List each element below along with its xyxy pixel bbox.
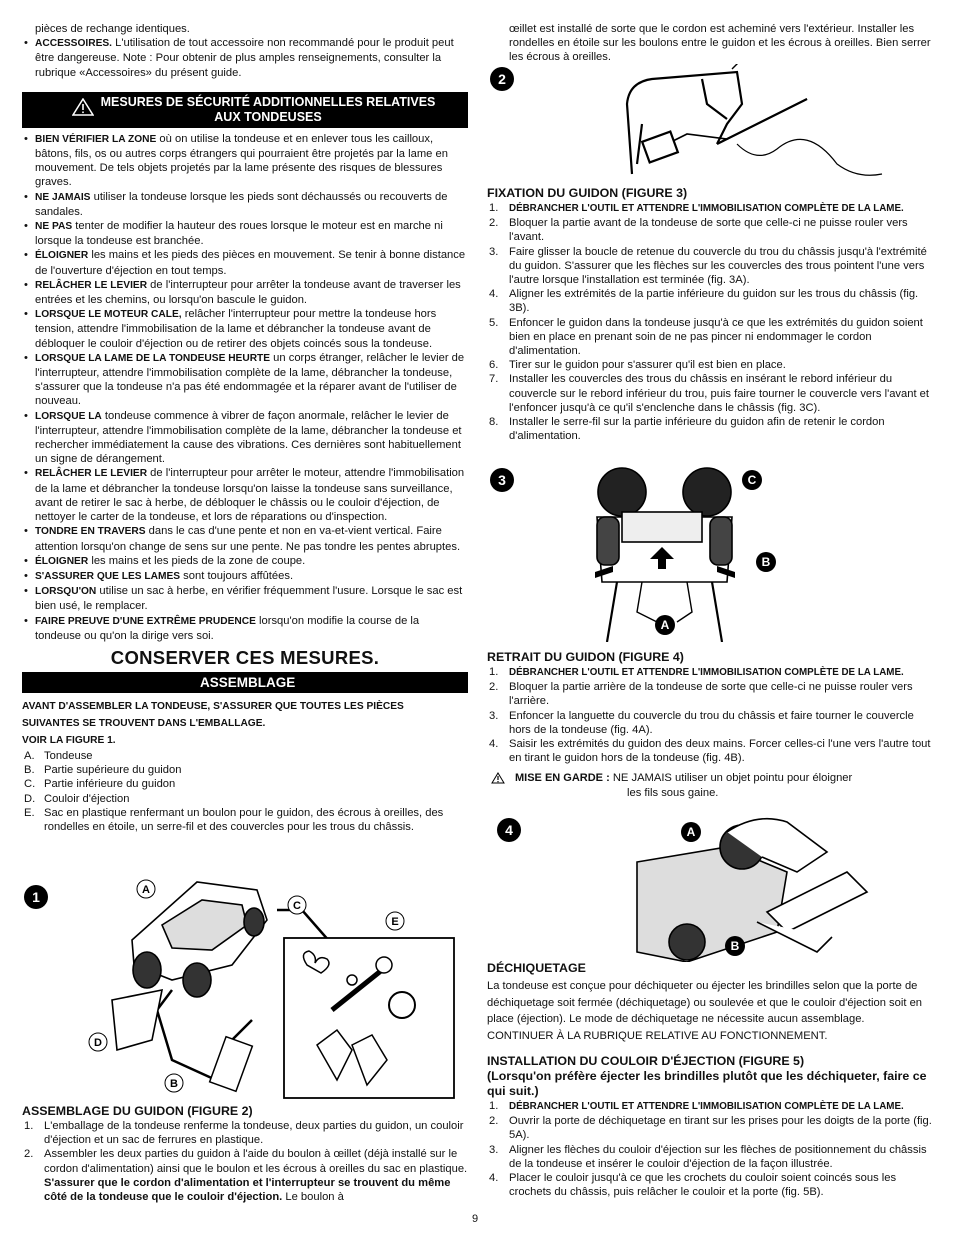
- warning-icon: [491, 772, 505, 784]
- safety-keyword: NE PAS: [35, 221, 73, 233]
- safety-item: [22, 132, 468, 190]
- step-text: Tirer sur le guidon pour s'assurer qu'il est bien en place.: [509, 359, 786, 372]
- part-letter: B.: [24, 764, 35, 777]
- dechiquetage-text: La tondeuse est conçue pour déchiqueter ou éjecter les brindilles selon que la porte de déchiquetage soit fermée (déchiquetage) ou soulevée et que le couloir d'éjection soit en place (éjection). Le mode de déchiquetage ne nécessite aucun assemblage. CONTINUER À LA RUBRIQUE RELATIVE AU FONCTIONNEMENT.: [487, 980, 923, 1042]
- safety-text: lorsqu'on modifie la course de la tondeuse ou qu'on la dirige vers soi.: [35, 614, 420, 642]
- step-text: Placer le couloir jusqu'à ce que les crochets du couloir soient coincés sous les crochets du châssis, puis relâcher le couloir et la porte (fig. 5B).: [509, 1172, 897, 1199]
- part-item: [22, 806, 468, 834]
- part-item: [22, 749, 468, 763]
- part-item: [22, 792, 468, 806]
- step-item: [487, 415, 933, 443]
- callout-b: B: [730, 939, 740, 953]
- dechiquetage-title: DÉCHIQUETAGE: [487, 961, 586, 975]
- part-letter: A.: [24, 749, 35, 762]
- handle-assembly-section: [22, 1104, 468, 1204]
- safety-keyword: RELÂCHER LE LEVIER: [35, 279, 148, 291]
- step-number: 3.: [489, 709, 499, 722]
- step-item: [487, 709, 933, 737]
- assembly-intro: AVANT D'ASSEMBLER LA TONDEUSE, S'ASSURER QUE TOUTES LES PIÈCES SUIVANTES SE TROUVENT DANS L'EMBALLAGE. VOIR LA FIGURE 1.: [22, 700, 404, 746]
- step-text: Bloquer la partie avant de la tondeuse de sorte que celle-ci ne puisse rouler vers l'avant.: [509, 217, 908, 244]
- part-letter: E.: [24, 806, 35, 819]
- handle-assembly-steps: [22, 1119, 468, 1204]
- fixation-title: FIXATION DU GUIDON (FIGURE 3): [487, 186, 688, 200]
- step-number: 2.: [489, 217, 499, 230]
- safety-keyword: LORSQUE LA: [35, 410, 102, 422]
- retrait-title: RETRAIT DU GUIDON (FIGURE 4): [487, 650, 684, 664]
- step-text: Aligner les flèches du couloir d'éjection sur les flèches de positionnement du châssis de la tondeuse et insérer le couloir d'éjection de la façon illustrée.: [509, 1143, 927, 1170]
- figure-1: [22, 870, 468, 1100]
- step-text: Installer les couvercles des trous du châssis en insérant le rebord inférieur du couvercle sur le rebord inférieur du trou, puis faire tourner le couvercle vers l'avant et l'enfoncer jusqu'à ce qu'il s'enclenche dans le châssis (fig. 3C).: [509, 373, 930, 414]
- handle-assembly-title: ASSEMBLAGE DU GUIDON (FIGURE 2): [22, 1104, 253, 1118]
- safety-item: [22, 248, 468, 277]
- callout-a: A: [686, 825, 696, 839]
- step-text: Faire glisser la boucle de retenue du couvercle du trou du châssis jusqu'à l'extrémité du guidon. S'assurer que les flèches sur les couvercles des trous pointent l'une vers l'autre lorsque l'installation est terminée (fig. 3A).: [509, 245, 927, 287]
- safety-text: tondeuse commence à vibrer de façon anormale, relâcher le levier de l'interrupteur, attendre l'immobilisation complète de la lame, débrancher la tondeuse et rechercher immédiatement la cause des vibrations. Ces dernières sont habituellement un signe de dérangement.: [35, 409, 462, 466]
- safety-text: un corps étranger, relâcher le levier de l'interrupteur, attendre l'immobilisation complète de la lame, débrancher la tondeuse, s'assurer que la tondeuse n'a pas été endommagée et la réparer avant de l'utiliser de nouveau.: [35, 351, 465, 408]
- safety-item: [22, 219, 468, 248]
- figure-number: 2: [498, 71, 506, 87]
- step-number: 4.: [489, 288, 499, 301]
- step-keyword: DÉBRANCHER L'OUTIL ET ATTENDRE L'IMMOBILISATION COMPLÈTE DE LA LAME.: [509, 1101, 904, 1112]
- step-item: [487, 316, 933, 359]
- step-item: [487, 680, 933, 708]
- step-item: [487, 1099, 933, 1114]
- installation-steps: [487, 1099, 933, 1199]
- step-item: [487, 201, 933, 216]
- safety-item: [22, 190, 468, 219]
- callout-a: A: [142, 884, 150, 896]
- step-text: Saisir les extrémités du guidon des deux mains. Forcer celles-ci l'une vers l'autre tout en tirant le guidon hors de la tondeuse (fig. 4B).: [509, 738, 931, 765]
- conserver-title: CONSERVER CES MESURES.: [110, 646, 380, 668]
- safety-text: tenter de modifier la hauteur des roues lorsque le moteur est en marche ni lorsque la tondeuse est branchée.: [35, 220, 443, 248]
- safety-text: les mains et les pieds des pièces en mouvement. Se tenir à bonne distance de l'ouverture d'éjection en tout temps.: [35, 249, 466, 277]
- safety-keyword: RELÂCHER LE LEVIER: [35, 468, 148, 480]
- callout-e: E: [391, 916, 399, 928]
- step-number: 2.: [489, 1115, 499, 1128]
- safety-text: sont toujours affûtées.: [180, 569, 294, 582]
- callout-c: C: [747, 473, 757, 487]
- figure-number: 1: [32, 889, 40, 905]
- list-item: • ACCESSOIRES. L'utilisation de tout accessoire non recommandé pour le produit peut être dangereuse. Note : Pour obtenir de plus amples renseignements, consulter la rubrique «Accessoires» du présent guide.: [22, 36, 468, 80]
- safety-keyword: S'ASSURER QUE LES LAMES: [35, 570, 181, 582]
- list-item: 2. Assembler les deux parties du guidon à l'aide du boulon à œillet (déjà installé sur le cordon d'alimentation) ainsi que le boulon et les écrous à oreilles du sac en plastique. S'assurer que le cordon d'alimentation et l'interrupteur se trouvent du même côté de la tondeuse que le couloir d'éjection. Le boulon à: [24, 1148, 468, 1204]
- part-text: Partie supérieure du guidon: [44, 764, 182, 777]
- installation-subtitle: (Lorsqu'on préfère éjecter les brindilles plutôt que les déchiqueter, faire ce qui suit.): [487, 1069, 927, 1098]
- step-item: [487, 1143, 933, 1171]
- safety-text: dans le cas d'une pente et non en va-et-vient vertical. Faire attention lorsqu'on change de sens sur une pente. Ne pas tondre les pentes abruptes.: [35, 525, 461, 553]
- step-text: Enfoncer le guidon dans la tondeuse jusqu'à ce que les extrémités du guidon soient bien en place en prenant soin de ne pas pincer ni endommager le cordon d'alimentation.: [509, 316, 923, 358]
- safety-keyword: LORSQUE LE MOTEUR CALE,: [35, 309, 182, 321]
- step-text: Enfoncer la languette du couvercle du trou du châssis et faire tourner le couvercle hors de la tondeuse (fig. 4A).: [509, 709, 914, 736]
- safety-item: [22, 409, 468, 467]
- safety-item: [22, 584, 468, 613]
- step-item: [487, 287, 933, 315]
- safety-banner: [22, 92, 468, 128]
- step-text: Ouvrir la porte de déchiquetage en tirant sur les prises pour les doigts de la porte (fig. 5A).: [509, 1115, 932, 1142]
- safety-item: [22, 554, 468, 569]
- step-keyword: DÉBRANCHER L'OUTIL ET ATTENDRE L'IMMOBILISATION COMPLÈTE DE LA LAME.: [509, 667, 904, 678]
- handle-illustration: [627, 64, 882, 175]
- step-number: 2.: [489, 681, 499, 694]
- page-number: 9: [472, 1213, 479, 1225]
- safety-keyword: FAIRE PREUVE D'UNE EXTRÊME PRUDENCE: [35, 615, 256, 627]
- warning-icon: [72, 98, 94, 116]
- part-text: Tondeuse: [44, 749, 93, 762]
- top-list: [22, 22, 468, 80]
- safety-text: de l'interrupteur pour arrêter la tondeuse avant de traverser les entrées et les chemins, ou lorsqu'on bascule le guidon.: [35, 278, 461, 307]
- dechiquetage-section: [487, 961, 933, 1199]
- step-item: [487, 1171, 933, 1199]
- safety-item: [22, 524, 468, 553]
- safety-item: [22, 351, 468, 409]
- left-column: [22, 0, 468, 834]
- step-number: 4.: [489, 738, 499, 751]
- handle-removal-illustration: [637, 819, 867, 962]
- safety-keyword: LORSQU'ON: [35, 586, 97, 598]
- safety-text: les mains et les pieds de la zone de coupe.: [88, 554, 306, 567]
- step-number: 1.: [489, 1100, 499, 1112]
- safety-item: [22, 466, 468, 524]
- safety-item: [22, 307, 468, 351]
- callout-b: B: [170, 1078, 178, 1090]
- part-item: [22, 763, 468, 777]
- banner-line: AUX TONDEUSES: [214, 109, 322, 124]
- handle-assembly-continued: œillet est installé de sorte que le cordon est acheminé vers l'extérieur. Installer les rondelles en étoile sur les boulons entre le guidon et les écrous à oreilles. Bien serrer les écrous à oreilles.: [509, 23, 931, 64]
- safety-text: de l'interrupteur pour arrêter le moteur, attendre l'immobilisation de la lame et débrancher la tondeuse lorsqu'on laisse la tondeuse sans surveillance, avant de retirer le sac à herbe, de débloquer le châssis ou le couloir d'éjection, de nettoyer le carter de la tondeuse, et lors de réparations ou d'inspection.: [35, 467, 465, 524]
- warning-note: MISE EN GARDE : NE JAMAIS utiliser un objet pointu pour éloigner les fils sous gaine.: [487, 771, 933, 799]
- figure-number: 3: [498, 472, 506, 488]
- step-item: [487, 1114, 933, 1142]
- step-text: Bloquer la partie arrière de la tondeuse de sorte que celle-ci ne puisse rouler vers l'arrière.: [509, 681, 913, 708]
- list-item: 1. L'emballage de la tondeuse renferme la tondeuse, deux parties du guidon, un couloir d'éjection et un sac de ferrures en plastique.: [24, 1120, 464, 1147]
- safety-keyword: TONDRE EN TRAVERS: [35, 526, 146, 538]
- safety-text: relâcher l'interrupteur pour mettre la tondeuse hors tension, attendre l'immobilisation de la lame et débrancher la tondeuse avant de débloquer le couloir d'éjection ou de retirer des objets coincés sous la tondeuse.: [35, 308, 437, 350]
- part-text: Sac en plastique renfermant un boulon pour le guidon, des écrous à oreilles, des rondelles en étoile, un serre-fil et des couvercles pour les trous du châssis.: [44, 806, 444, 833]
- callout-c: C: [293, 900, 301, 912]
- part-letter: C.: [24, 778, 36, 791]
- mower-illustration: [132, 882, 267, 997]
- safety-text: utilise un sac à herbe, en vérifier fréquemment l'usure. Lorsque le sac est bien usé, le remplacer.: [35, 585, 463, 613]
- figure-number: 4: [505, 822, 513, 838]
- step-number: 7.: [489, 373, 499, 386]
- step-item: [487, 372, 933, 415]
- safety-keyword: BIEN VÉRIFIER LA ZONE: [35, 133, 157, 145]
- retrait-steps: [487, 665, 933, 765]
- step-number: 3.: [489, 1143, 499, 1156]
- step-text: Aligner les extrémités de la partie inférieure du guidon sur les trous du châssis (fig. 3B).: [509, 288, 919, 315]
- safety-keyword: NE JAMAIS: [35, 191, 91, 203]
- parts-list: [22, 749, 468, 834]
- safety-item: [22, 569, 468, 584]
- installation-title: INSTALLATION DU COULOIR D'ÉJECTION (FIGURE 5): [487, 1054, 805, 1068]
- safety-keyword: LORSQUE LA LAME DE LA TONDEUSE HEURTE: [35, 352, 271, 364]
- step-item: [487, 245, 933, 288]
- part-item: [22, 777, 468, 791]
- part-text: Partie inférieure du guidon: [44, 778, 176, 791]
- safety-item: [22, 278, 468, 307]
- step-keyword: DÉBRANCHER L'OUTIL ET ATTENDRE L'IMMOBILISATION COMPLÈTE DE LA LAME.: [509, 203, 904, 214]
- assembly-bar: ASSEMBLAGE: [22, 672, 468, 693]
- callout-d: D: [94, 1037, 102, 1049]
- right-column-top: [487, 22, 933, 65]
- step-item: [487, 665, 933, 680]
- retrait-section: [487, 650, 933, 800]
- safety-text: où on utilise la tondeuse et en enlever tous les cailloux, bâtons, fils, os ou autres corps étrangers qui pourraient être projetés par la lame en mouvement. De tels objets projetés par la lame présente des risques de blessures graves.: [35, 132, 448, 189]
- figure-2: [487, 64, 933, 182]
- safety-list: [22, 132, 468, 643]
- list-item: pièces de rechange identiques.: [35, 23, 190, 35]
- fixation-steps: [487, 201, 933, 443]
- callout-b: B: [761, 555, 771, 569]
- part-letter: D.: [24, 792, 36, 805]
- figure-4: [487, 812, 933, 962]
- part-text: Couloir d'éjection: [44, 792, 130, 805]
- callout-a: A: [660, 618, 670, 632]
- safety-item: [22, 614, 468, 643]
- step-number: 1.: [489, 202, 499, 214]
- step-number: 4.: [489, 1172, 499, 1185]
- step-item: [487, 216, 933, 244]
- safety-keyword: ÉLOIGNER: [35, 250, 89, 262]
- safety-keyword: ÉLOIGNER: [35, 555, 89, 567]
- step-item: [487, 737, 933, 765]
- step-number: 6.: [489, 359, 499, 372]
- figure-3: [487, 462, 933, 642]
- safety-text: utiliser la tondeuse lorsque les pieds sont déchaussés ou recouverts de sandales.: [35, 190, 448, 218]
- step-number: 8.: [489, 416, 499, 429]
- step-number: 3.: [489, 245, 499, 258]
- step-number: 5.: [489, 316, 499, 329]
- banner-line: MESURES DE SÉCURITÉ ADDITIONNELLES RELATIVES: [100, 94, 436, 109]
- step-number: 1.: [489, 666, 499, 678]
- step-text: Installer le serre-fil sur la partie inférieure du guidon afin de retenir le cordon d'alimentation.: [509, 416, 885, 443]
- fixation-section: [487, 186, 933, 443]
- step-item: [487, 358, 933, 372]
